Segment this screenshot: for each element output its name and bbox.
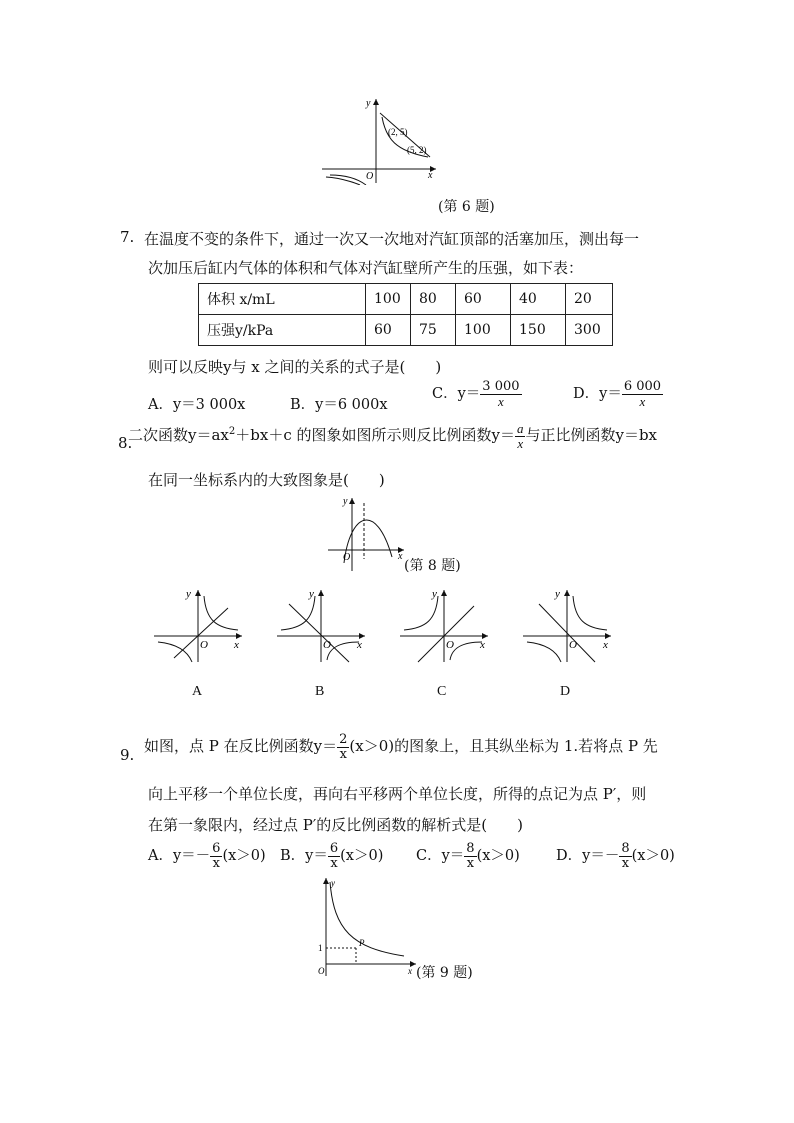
choice-label: B (315, 684, 325, 699)
question-number: 8. (118, 434, 133, 452)
origin-label: O (318, 966, 325, 976)
option-suffix: (x＞0) (340, 848, 384, 865)
numerator: 3 000 (482, 379, 520, 394)
option-a (148, 842, 266, 870)
point-label: P (359, 938, 365, 948)
option-b: B．y＝6 000x (290, 397, 388, 413)
fraction (337, 733, 349, 761)
choice-graph-b (275, 586, 371, 666)
denominator: x (639, 393, 646, 409)
superscript: 2 (228, 426, 236, 438)
text-part: 与正比例函数y＝bx (525, 426, 658, 445)
denominator: x (498, 393, 504, 409)
table-row (199, 315, 613, 346)
table-cell: 40 (511, 284, 566, 315)
question-text: 向上平移一个单位长度，再向右平移两个单位长度，所得的点记为点 P′，则 (148, 785, 647, 803)
text-part: ＋bx＋c 的图象如图所示则反比例函数y＝ (235, 426, 515, 445)
question-text (144, 733, 658, 761)
figure-caption: (第 6 题) (438, 199, 495, 215)
choice-label: A (192, 684, 203, 699)
svg-text:x: x (480, 639, 485, 651)
numerator: a (516, 421, 524, 436)
option-c (416, 842, 520, 870)
fraction (619, 842, 631, 870)
denominator: x (517, 435, 524, 451)
tick-label: 1 (318, 943, 323, 953)
figure-q9 (312, 874, 420, 978)
question-number: 9. (120, 746, 135, 764)
x-axis-label: x (408, 966, 412, 976)
denominator: x (621, 855, 630, 871)
numerator: 6 (212, 841, 221, 856)
option-d (573, 380, 663, 408)
fraction (328, 842, 340, 870)
option-prefix: A．y＝－ (148, 848, 211, 865)
option-suffix: (x＞0) (631, 848, 675, 865)
fraction (464, 842, 476, 870)
option-prefix: B．y＝ (280, 848, 328, 865)
question-text: 则可以反映y与 x 之间的关系的式子是( ) (148, 358, 442, 376)
table-cell: 压强y/kPa (199, 315, 366, 346)
question-text: 次加压后缸内气体的体积和气体对汽缸壁所产生的压强，如下表： (148, 259, 584, 277)
numerator: 8 (621, 841, 630, 856)
text-part: (x＞0)的图象上，且其纵坐标为 1.若将点 P 先 (349, 737, 658, 756)
option-d (556, 842, 675, 870)
option-prefix: C．y＝ (432, 386, 481, 403)
svg-text:O: O (446, 639, 454, 651)
text-part: 如图，点 P 在反比例函数y＝ (144, 737, 338, 756)
svg-text:y: y (186, 588, 191, 600)
svg-text:O: O (200, 639, 208, 651)
denominator: x (339, 746, 347, 762)
table-cell: 300 (566, 315, 613, 346)
figure-q6 (320, 95, 440, 185)
table-cell: 20 (566, 284, 613, 315)
choice-label: D (560, 684, 571, 699)
question-text: 在温度不变的条件下，通过一次又一次地对汽缸顶部的活塞加压，测出每一 (144, 230, 640, 248)
point-label: (2, 5) (388, 127, 408, 137)
option-suffix: (x＞0) (476, 848, 520, 865)
table-cell: 75 (411, 315, 456, 346)
fraction (480, 380, 521, 408)
origin-label: O (343, 552, 351, 563)
y-axis-label: y (343, 496, 348, 507)
svg-text:x: x (603, 639, 608, 651)
figure-q8-parabola (326, 493, 408, 573)
table-cell: 100 (366, 284, 411, 315)
question-number: 7. (120, 228, 135, 246)
figure-caption: (第 9 题) (416, 965, 473, 981)
text-part: 二次函数y＝ax (128, 426, 229, 445)
numerator: 8 (466, 841, 475, 856)
denominator: x (212, 855, 220, 871)
svg-text:y: y (432, 588, 437, 600)
numerator: 6 (329, 841, 339, 856)
table-cell: 60 (366, 315, 411, 346)
question-text: 在同一坐标系内的大致图象是( ) (148, 471, 385, 489)
data-table (198, 283, 613, 346)
svg-text:x: x (357, 639, 362, 651)
fraction (210, 842, 222, 870)
svg-text:x: x (234, 639, 239, 651)
x-axis-label: x (398, 551, 403, 562)
point-label: (5, 2) (407, 145, 427, 155)
numerator: 2 (339, 732, 348, 747)
choice-label: C (437, 684, 447, 699)
option-prefix: D．y＝－ (556, 848, 620, 865)
x-axis-label: x (428, 170, 433, 181)
table-cell: 体积 x/mL (199, 284, 366, 315)
numerator: 6 000 (623, 379, 662, 394)
svg-text:O: O (323, 639, 331, 651)
choice-graph-d (521, 586, 617, 666)
svg-text:y: y (555, 588, 560, 600)
denominator: x (466, 855, 475, 871)
choice-graph-a (152, 586, 248, 666)
option-a: A．y＝3 000x (148, 397, 246, 413)
option-c (432, 380, 522, 408)
denominator: x (330, 855, 338, 871)
option-prefix: D．y＝ (573, 386, 622, 403)
y-axis-label: y (331, 878, 335, 888)
svg-text:O: O (569, 639, 577, 651)
question-text: 在第一象限内，经过点 P′的反比例函数的解析式是( ) (148, 816, 523, 834)
fraction (515, 422, 526, 450)
option-b (280, 842, 383, 870)
option-prefix: C．y＝ (416, 848, 465, 865)
choice-graph-c (398, 586, 494, 666)
question-text (128, 422, 657, 450)
y-axis-label: y (366, 98, 371, 109)
table-cell: 60 (456, 284, 511, 315)
table-row (199, 284, 613, 315)
option-suffix: (x＞0) (222, 848, 266, 865)
fraction (622, 380, 663, 408)
table-cell: 100 (456, 315, 511, 346)
table-cell: 150 (511, 315, 566, 346)
svg-text:y: y (309, 588, 314, 600)
figure-caption: (第 8 题) (404, 558, 461, 574)
origin-label: O (366, 171, 374, 182)
table-cell: 80 (411, 284, 456, 315)
